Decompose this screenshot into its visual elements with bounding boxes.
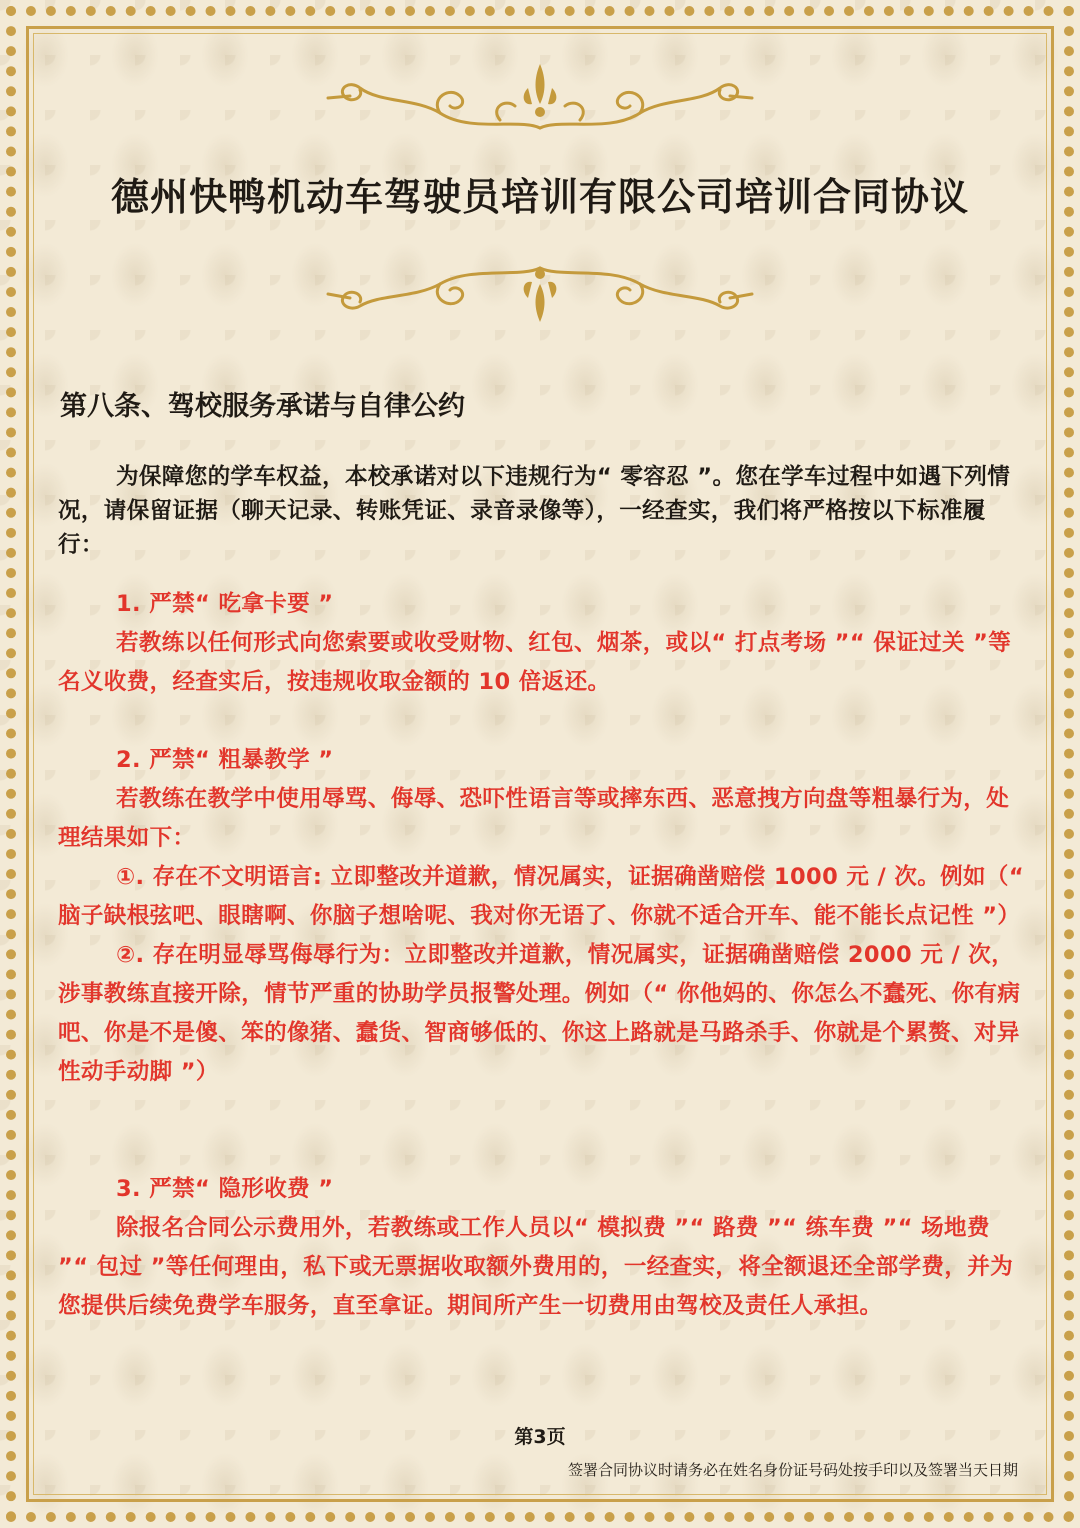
item-2-sub1: ①. 存在不文明语言: 立即整改并道歉，情况属实，证据确凿赔偿 1000 元 / 次。例如（“ 脑子缺根弦吧、眼瞎啊、你脑子想啥呢、我对你无语了、你就不适合开车、能不能长点记性 ”） bbox=[58, 864, 1025, 929]
top-flourish-ornament bbox=[320, 58, 760, 138]
item-2-sub2: ②. 存在明显辱骂侮辱行为：立即整改并道歉，情况属实，证据确凿赔偿 2000 元 / 次，涉事教练直接开除，情节严重的协助学员报警处理。例如（“ 你他妈的、你怎么不蠢死、你有病吧、你是不是傻、笨的像猪、蠢货、智商够低的、你这上路就是马路杀手、你就是个累赘、对异性动手动脚 ”） bbox=[58, 942, 1021, 1085]
section-heading: 第八条、驾校服务承诺与自律公约 bbox=[60, 391, 465, 422]
item-1-heading: 1. 严禁“ 吃拿卡要 ” bbox=[116, 591, 334, 617]
item-1 bbox=[58, 585, 1026, 702]
item-3-heading: 3. 严禁“ 隐形收费 ” bbox=[116, 1176, 334, 1202]
item-3 bbox=[58, 1170, 1026, 1326]
item-3-text: 除报名合同公示费用外，若教练或工作人员以“ 模拟费 ”“ 路费 ”“ 练车费 ”“ 场地费 ”“ 包过 ”等任何理由，私下或无票据收取额外费用的，一经查实，将全额退还全部学费，并为您提供后续免费学车服务，直至拿证。期间所产生一切费用由驾校及责任人承担。 bbox=[58, 1215, 1014, 1319]
item-2-text: 若教练在教学中使用辱骂、侮辱、恐吓性语言等或摔东西、恶意拽方向盘等粗暴行为，处理结果如下： bbox=[58, 786, 1010, 851]
page-title: 德州快鸭机动车驾驶员培训有限公司培训合同协议 bbox=[110, 175, 969, 219]
page-number: 第3页 bbox=[514, 1426, 566, 1448]
item-2-heading: 2. 严禁“ 粗暴教学 ” bbox=[116, 747, 334, 773]
footer-note: 签署合同协议时请务必在姓名身份证号码处按手印以及签署当天日期 bbox=[567, 1461, 1018, 1479]
bottom-flourish-ornament bbox=[320, 248, 760, 328]
item-2 bbox=[58, 741, 1026, 1092]
intro-paragraph: 为保障您的学车权益，本校承诺对以下违规行为“ 零容忍 ”。您在学车过程中如遇下列情况，请保留证据（聊天记录、转账凭证、录音录像等），一经查实，我们将严格按以下标准履行： bbox=[58, 464, 1011, 558]
item-1-text: 若教练以任何形式向您索要或收受财物、红包、烟茶，或以“ 打点考场 ”“ 保证过关 ”等名义收费，经查实后，按违规收取金额的 10 倍返还。 bbox=[58, 630, 1012, 695]
